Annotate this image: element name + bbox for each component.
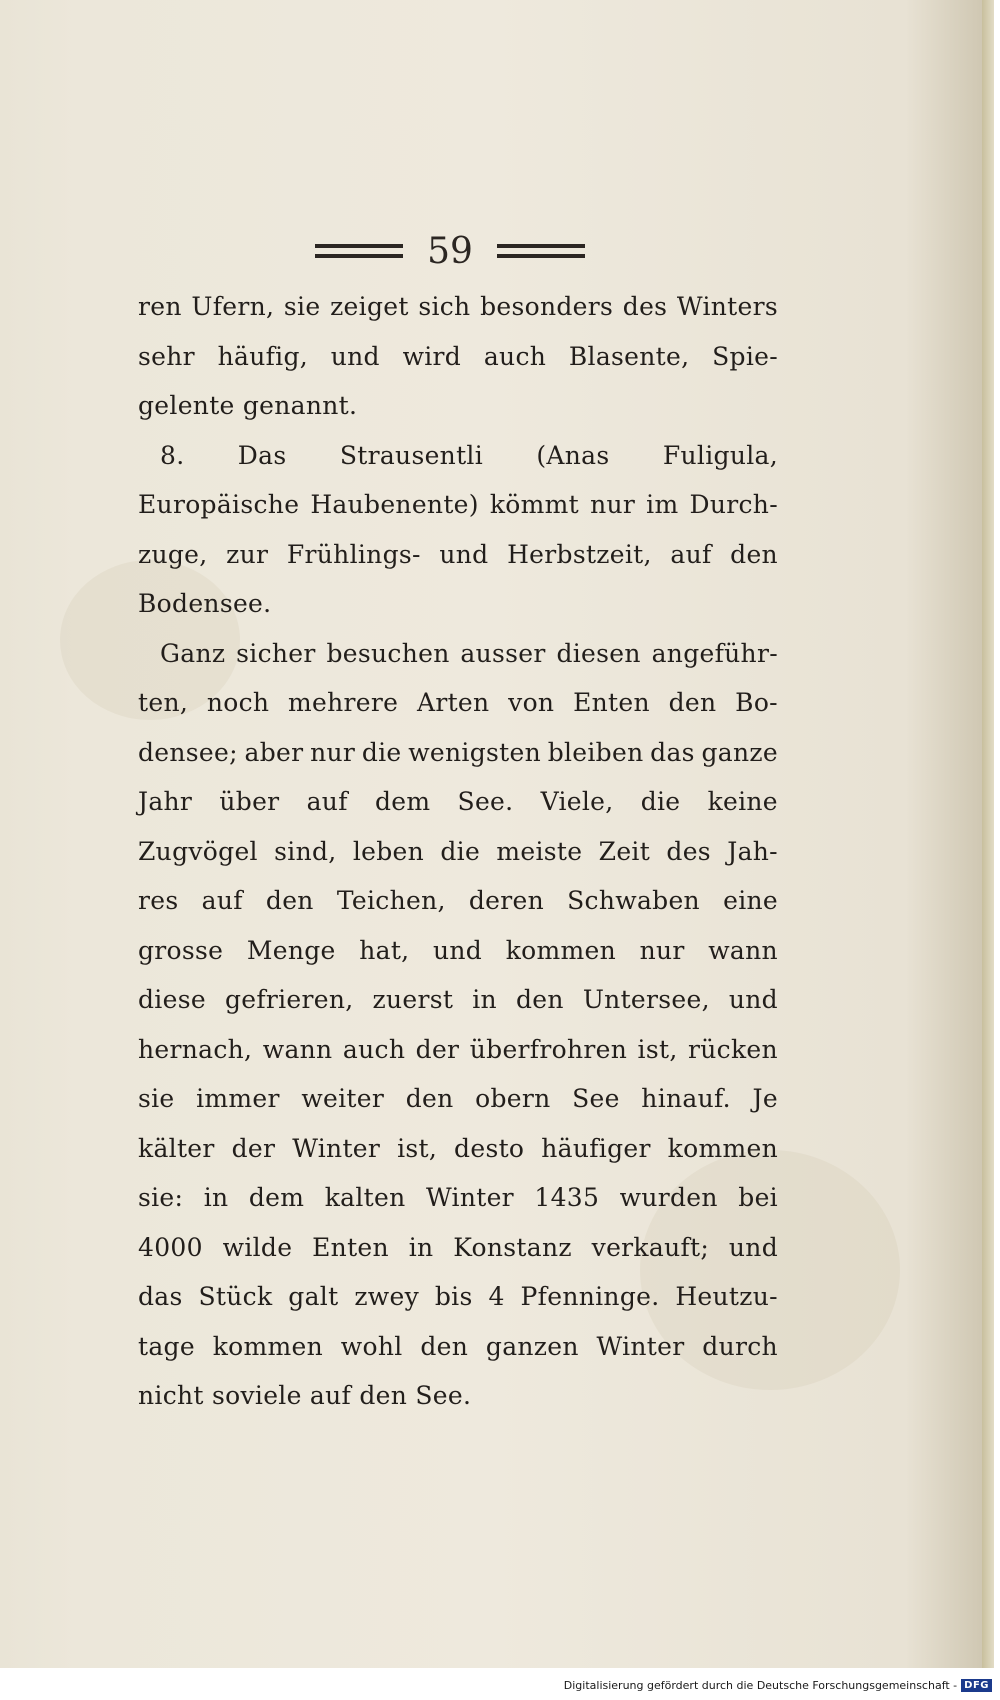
text-line: kälter der Winter ist, desto häufiger kommen bbox=[138, 1133, 778, 1163]
page-edge bbox=[982, 0, 994, 1668]
text-line: Ganz sicher besuchen ausser diesen angeführ- bbox=[160, 638, 778, 668]
text-line: grosse Menge hat, und kommen nur wann bbox=[138, 935, 778, 965]
text-line: Zugvögel sind, leben die meiste Zeit des Jah- bbox=[138, 836, 778, 866]
text-line: 4000 wilde Enten in Konstanz verkauft; und bbox=[138, 1232, 778, 1262]
dfg-logo: DFG bbox=[961, 1679, 992, 1692]
text-line: tage kommen wohl den ganzen Winter durch bbox=[138, 1331, 778, 1361]
page-number: 59 bbox=[427, 230, 473, 272]
credit-text: Digitalisierung gefördert durch die Deutsche Forschungsgemeinschaft - bbox=[563, 1679, 958, 1692]
text-line: hernach, wann auch der überfrohren ist, rücken bbox=[138, 1034, 778, 1064]
text-line: sehr häufig, und wird auch Blasente, Spie- bbox=[138, 341, 778, 371]
text-line: sie: in dem kalten Winter 1435 wurden bei bbox=[138, 1183, 778, 1212]
text-line: ren Ufern, sie zeiget sich besonders des Winters bbox=[138, 292, 778, 321]
text-line: Jahr über auf dem See. Viele, die keine bbox=[138, 787, 778, 816]
text-line: 8. Das Strausentli (Anas Fuligula, bbox=[160, 440, 778, 470]
text-line: Bodensee. bbox=[138, 589, 272, 618]
page-header bbox=[315, 228, 585, 274]
text-line: zuge, zur Frühlings- und Herbstzeit, auf den bbox=[138, 539, 778, 569]
text-line: Europäische Haubenente) kömmt nur im Durch- bbox=[138, 490, 778, 519]
text-line: diese gefrieren, zuerst in den Untersee, und bbox=[138, 985, 778, 1014]
body-text bbox=[138, 282, 778, 1421]
text-line: gelente genannt. bbox=[138, 391, 358, 420]
text-line: densee; aber nur die wenigsten bleiben das ganze bbox=[138, 737, 778, 767]
text-line: nicht soviele auf den See. bbox=[138, 1381, 472, 1410]
header-rule-right bbox=[497, 244, 585, 258]
text-line: das Stück galt zwey bis 4 Pfenninge. Heutzu- bbox=[138, 1282, 778, 1311]
text-line: res auf den Teichen, deren Schwaben eine bbox=[138, 886, 778, 915]
digitization-credit bbox=[564, 1679, 992, 1692]
header-rule-left bbox=[315, 244, 403, 258]
text-line: sie immer weiter den obern See hinauf. Je bbox=[138, 1084, 778, 1113]
text-line: ten, noch mehrere Arten von Enten den Bo- bbox=[138, 688, 778, 717]
